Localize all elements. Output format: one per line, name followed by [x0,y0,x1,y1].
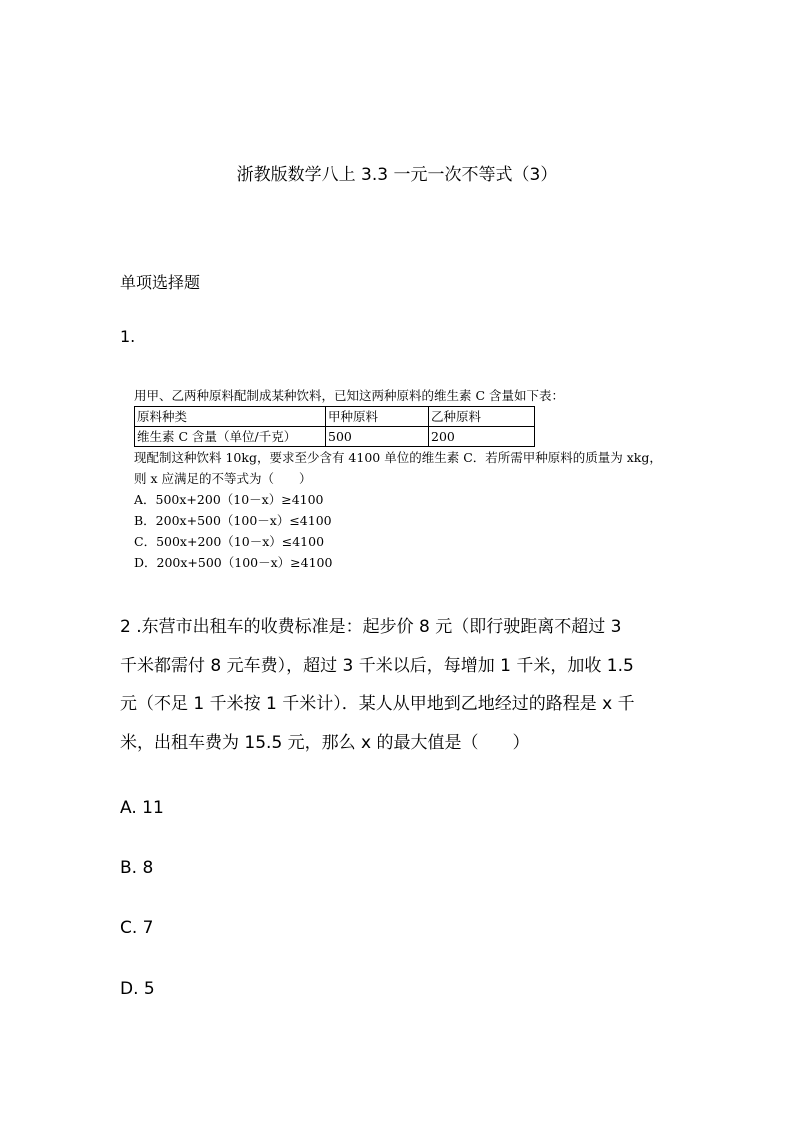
page-title: 浙教版数学八上 3.3 一元一次不等式（3） [236,165,558,185]
table-cell: 原料种类 [135,407,326,427]
question-2-stem [120,608,680,762]
question-2-line: 2 .东营市出租车的收费标准是：起步价 8 元（即行驶距离不超过 3 [120,617,622,637]
table-cell: 维生素 C 含量（单位/千克） [135,427,326,447]
table-row [135,407,535,427]
question-1-option-b: B．200x+500（100－x）≤4100 [134,513,332,528]
question-1-stem-line: 则 x 应满足的不等式为（ ） [134,471,312,486]
table-cell: 500 [326,427,429,447]
question-2-line: 元（不足 1 千米按 1 千米计）．某人从甲地到乙地经过的路程是 x 千 [120,694,635,714]
question-1-option-c: C．500x+200（10－x）≤4100 [134,534,325,549]
question-2-option-b: B. 8 [120,858,154,878]
table-row [135,427,535,447]
question-2-option-c: C. 7 [120,918,154,938]
question-2-option-a: A. 11 [120,798,164,818]
table-cell: 乙种原料 [429,407,535,427]
question-1-option-a: A．500x+200（10－x）≥4100 [134,492,324,507]
vitamin-table [134,406,535,447]
question-2-line: 米，出租车费为 15.5 元，那么 x 的最大值是（ ） [120,732,530,753]
question-2-option-d: D. 5 [120,979,155,999]
section-heading: 单项选择题 [120,273,201,292]
question-1-intro: 用甲、乙两种原料配制成某种饮料，已知这两种原料的维生素 C 含量如下表： [134,388,565,403]
question-1-option-d: D．200x+500（100－x）≥4100 [134,555,333,570]
question-1-number: 1. [120,327,136,346]
table-cell: 200 [429,427,535,447]
question-2-line: 千米都需付 8 元车费），超过 3 千米以后，每增加 1 千米，加收 1.5 [120,655,634,676]
question-1-body [134,385,714,573]
question-1-stem-line: 现配制这种饮料 10kg，要求至少含有 4100 单位的维生素 C．若所需甲种原料的质量为 xkg， [134,450,662,465]
table-cell: 甲种原料 [326,407,429,427]
